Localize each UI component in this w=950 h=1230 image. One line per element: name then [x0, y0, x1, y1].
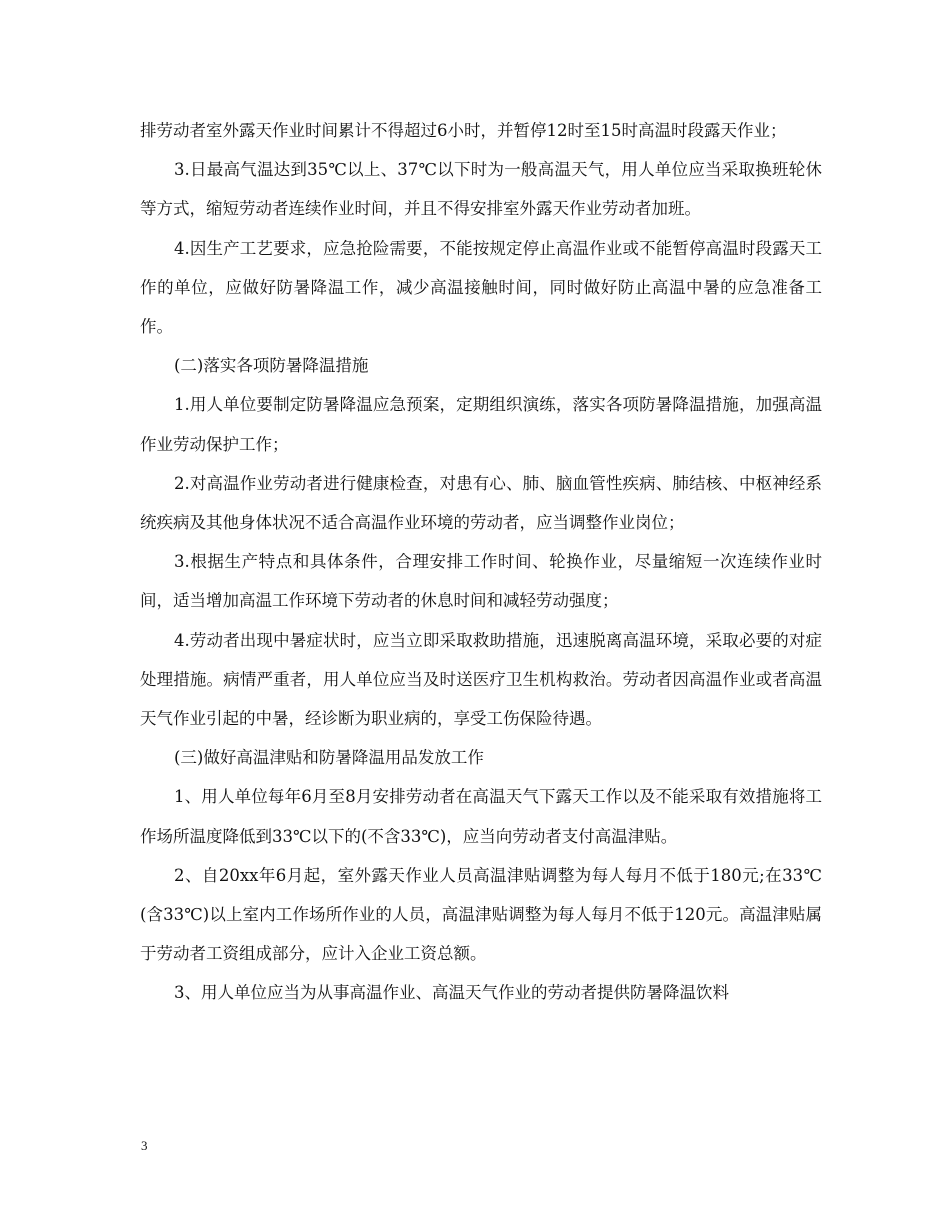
paragraph-measure-4: 4.劳动者出现中暑症状时，应当立即采取救助措施，迅速脱离高温环境，采取必要的对症处理措施。病情严重者，用人单位应当及时送医疗卫生机构救治。劳动者因高温作业或者高温天气作业引起的中暑，经诊断为职业病的，享受工伤保险待遇。 — [140, 630, 822, 729]
paragraph-allowance-2: 2、自20xx年6月起，室外露天作业人员高温津贴调整为每人每月不低于180元;在33℃(含33℃)以上室内工作场所作业的人员，高温津贴调整为每人每月不低于120元。高温津贴属于劳动者工资组成部分，应计入企业工资总额。 — [140, 865, 822, 964]
section-heading-2: (二)落实各项防暑降温措施 — [174, 356, 369, 376]
document-body — [140, 111, 822, 1013]
paragraph-measure-3: 3.根据生产特点和具体条件，合理安排工作时间、轮换作业，尽量缩短一次连续作业时间，适当增加高温工作环境下劳动者的休息时间和减轻劳动强度； — [140, 552, 822, 611]
paragraph-measure-1: 1.用人单位要制定防暑降温应急预案，定期组织演练，落实各项防暑降温措施，加强高温作业劳动保护工作； — [140, 395, 822, 454]
paragraph-allowance-1: 1、用人单位每年6月至8月安排劳动者在高温天气下露天工作以及不能采取有效措施将工作场所温度降低到33℃以下的(不含33℃)，应当向劳动者支付高温津贴。 — [140, 787, 822, 846]
paragraph-allowance-3: 3、用人单位应当为从事高温作业、高温天气作业的劳动者提供防暑降温饮料 — [174, 983, 729, 1003]
paragraph-item-3: 3.日最高气温达到35℃以上、37℃以下时为一般高温天气，用人单位应当采取换班轮休等方式，缩短劳动者连续作业时间，并且不得安排室外露天作业劳动者加班。 — [140, 160, 822, 219]
paragraph-continuation: 排劳动者室外露天作业时间累计不得超过6小时，并暂停12时至15时高温时段露天作业； — [140, 121, 787, 140]
paragraph-item-4: 4.因生产工艺要求，应急抢险需要，不能按规定停止高温作业或不能暂停高温时段露天工作的单位，应做好防暑降温工作，减少高温接触时间，同时做好防止高温中暑的应急准备工作。 — [140, 238, 822, 337]
section-heading-3: (三)做好高温津贴和防暑降温用品发放工作 — [174, 748, 484, 768]
paragraph-measure-2: 2.对高温作业劳动者进行健康检查，对患有心、肺、脑血管性疾病、肺结核、中枢神经系统疾病及其他身体状况不适合高温作业环境的劳动者，应当调整作业岗位； — [140, 473, 822, 533]
page-number: 3 — [141, 1138, 148, 1153]
